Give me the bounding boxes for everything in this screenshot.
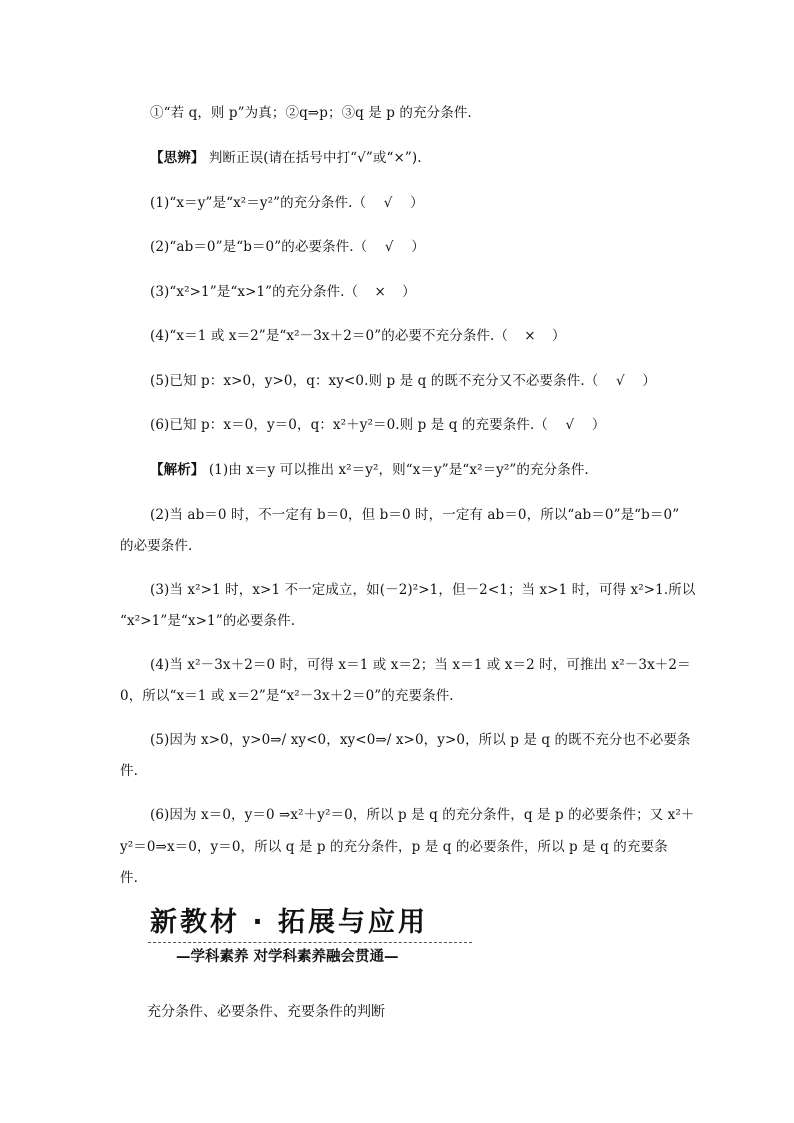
jiexi-tag: 【解析】: [150, 462, 205, 478]
jiexi-p4-line1: (4)当 x²－3x＋2＝0 时，可得 x＝1 或 x＝2；当 x＝1 或 x＝2 时，可推出 x²－3x＋2＝: [150, 657, 691, 673]
jiexi-p3-line1: (3)当 x²>1 时，x>1 不一定成立，如(－2)²>1，但－2<1；当 x>1 时，可得 x²>1.所以: [150, 582, 696, 598]
judge-item-5: [150, 372, 656, 390]
sibian-text: 判断正误(请在括号中打“√”或“×”).: [208, 150, 422, 166]
jiexi-p5-line2: 件.: [120, 763, 138, 779]
judge-item-3: [150, 283, 416, 301]
judge-paren-close: ）: [402, 284, 416, 300]
jiexi-line-1: [150, 461, 589, 479]
judge-answer: ×: [524, 328, 536, 344]
judge-paren-close: ）: [591, 417, 606, 433]
banner-subtitle: —学科素养 对学科素养融会贯通—: [176, 949, 399, 965]
jiexi-p1: (1)由 x＝y 可以推出 x²＝y²，则“x＝y”是“x²＝y²”的充分条件.: [208, 462, 589, 478]
jiexi-p6-line1: (6)因为 x＝0，y＝0 ⇒x²＋y²＝0，所以 p 是 q 的充分条件，q 是 p 的必要条件；又 x²＋: [150, 807, 695, 823]
intro-line: ①“若 q，则 p”为真；②q⇒p；③q 是 p 的充分条件.: [150, 105, 472, 121]
judge-paren-close: ）: [642, 373, 656, 389]
banner-divider: [148, 942, 472, 943]
judge-item-6: [150, 416, 606, 434]
jiexi-p6-line2: y²＝0⇒x＝0，y＝0，所以 q 是 p 的充分条件，p 是 q 的必要条件，所以 p 是 q 的充要条: [120, 839, 668, 855]
judge-item-2: [150, 238, 425, 256]
jiexi-p6-line3: 件.: [120, 870, 138, 886]
jiexi-p2-line2: 的必要条件.: [120, 538, 193, 554]
judge-answer: √: [615, 373, 625, 389]
judge-question: (3)“x²>1”是“x>1”的充分条件.（: [150, 284, 359, 300]
jiexi-p4-line2: 0，所以“x＝1 或 x＝2”是“x²－3x＋2＝0”的充要条件.: [120, 688, 454, 704]
jiexi-p5-line1: (5)因为 x>0，y>0⇒/ xy<0，xy<0⇒/ x>0，y>0，所以 p 是 q 的既不充分也不必要条: [150, 732, 691, 748]
judge-answer: √: [383, 195, 393, 211]
judge-paren-close: ）: [410, 195, 424, 211]
judge-item-4: [150, 327, 566, 345]
judge-question: (5)已知 p：x>0，y>0，q：xy<0.则 p 是 q 的既不充分又不必要条件.（: [150, 373, 599, 389]
judge-item-1: [150, 194, 424, 212]
judge-question: (2)“ab＝0”是“b＝0”的必要条件.（: [150, 239, 368, 255]
judge-paren-close: ）: [411, 239, 425, 255]
jiexi-p3-line2: “x²>1”是“x>1”的必要条件.: [120, 613, 296, 629]
judge-answer: ×: [374, 284, 386, 300]
section-title: 充分条件、必要条件、充要条件的判断: [147, 1004, 385, 1020]
judge-question: (4)“x＝1 或 x＝2”是“x²－3x＋2＝0”的必要不充分条件.（: [150, 328, 509, 344]
sibian-line: [150, 149, 422, 167]
judge-answer: √: [384, 239, 394, 255]
sibian-tag: 【思辨】: [150, 150, 205, 166]
judge-question: (1)“x＝y”是“x²＝y²”的充分条件.（: [150, 195, 367, 211]
jiexi-p2-line1: (2)当 ab＝0 时，不一定有 b＝0，但 b＝0 时，一定有 ab＝0，所以“ab＝0”是“b＝0”: [150, 507, 680, 523]
banner-title: 新教材 · 拓展与应用: [150, 907, 429, 938]
judge-question: (6)已知 p：x＝0，y＝0，q：x²＋y²＝0.则 p 是 q 的充要条件.（: [150, 417, 548, 433]
judge-paren-close: ）: [552, 328, 566, 344]
judge-answer: √: [565, 417, 575, 433]
